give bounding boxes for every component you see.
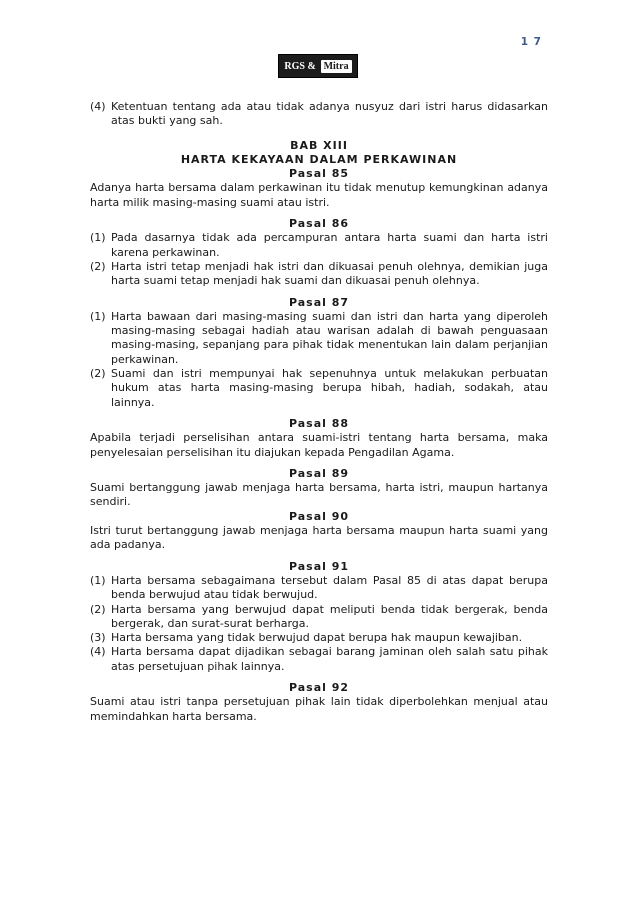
section	[90, 417, 548, 460]
item-number: (2)	[90, 259, 106, 273]
item-number: (3)	[90, 631, 106, 645]
section	[90, 681, 548, 724]
list-item	[90, 100, 548, 129]
page-number: 1 7	[520, 36, 542, 48]
document-body	[90, 100, 548, 724]
item-text: Harta bawaan dari masing-masing suami dan istri dan harta yang diperoleh masing-masing sebagai hadiah atau warisan adalah di bawah penguasaan masing-masing, sepanjang para pihak tidak menentukan lain dalam perjanjian perkawinan.	[111, 309, 548, 366]
item-text: Pada dasarnya tidak ada percampuran antara harta suami dan harta istri karena perkawinan.	[111, 231, 548, 259]
section	[90, 467, 548, 510]
item-text: Harta bersama sebagaimana tersebut dalam Pasal 85 di atas dapat berupa benda berwujud atau tidak berwujud.	[111, 573, 548, 602]
list-item	[90, 574, 548, 603]
item-number: (2)	[90, 367, 106, 381]
logo-text-right: Mitra	[321, 60, 352, 73]
chapter-number: BAB XIII	[290, 138, 348, 152]
section-paragraph: Apabila terjadi perselisihan antara suami-istri tentang harta bersama, maka penyelesaian perselisihan itu diajukan kepada Pengadilan Agama.	[90, 431, 548, 459]
item-number: (4)	[90, 100, 106, 113]
section-title: Pasal 85	[288, 167, 350, 181]
list-item	[90, 310, 548, 367]
item-text: Harta istri tetap menjadi hak istri dan dikuasai penuh olehnya, demikian juga harta suami tetap menjadi hak suami dan dikuasai penuh olehnya.	[111, 259, 548, 288]
list-item	[90, 260, 548, 289]
section	[90, 217, 548, 288]
section	[90, 510, 548, 553]
section-paragraph: Adanya harta bersama dalam perkawinan itu tidak menutup kemungkinan adanya harta milik masing-masing suami atau istri.	[90, 181, 548, 209]
section-paragraph: Suami bertanggung jawab menjaga harta bersama, harta istri, maupun hartanya sendiri.	[90, 481, 548, 509]
section-title: Pasal 87	[288, 295, 350, 309]
section	[90, 296, 548, 410]
section-paragraph: Suami atau istri tanpa persetujuan pihak lain tidak diperbolehkan menjual atau memindahkan harta bersama.	[90, 695, 548, 723]
item-text: Suami dan istri mempunyai hak sepenuhnya untuk melakukan perbuatan hukum atas harta masing-masing berupa hibah, hadiah, sodakah, atau lainnya.	[111, 367, 548, 409]
section-title: Pasal 89	[288, 466, 350, 480]
section-title: Pasal 88	[288, 416, 350, 430]
item-number: (2)	[90, 602, 106, 616]
item-number: (1)	[90, 309, 106, 323]
section-title: Pasal 86	[288, 217, 350, 231]
item-text: Harta bersama yang berwujud dapat meliputi benda tidak bergerak, benda bergerak, dan surat-surat berharga.	[111, 602, 548, 630]
section-title: Pasal 92	[288, 680, 350, 694]
item-number: (1)	[90, 573, 106, 587]
sections-container	[90, 167, 548, 724]
list-item	[90, 367, 548, 410]
logo-text-left: RGS &	[284, 60, 316, 72]
item-number: (1)	[90, 231, 106, 245]
item-text: Ketentuan tentang ada atau tidak adanya nusyuz dari istri harus didasarkan atas bukti yang sah.	[111, 100, 548, 128]
list-item	[90, 231, 548, 260]
publisher-logo	[278, 54, 358, 78]
item-text: Harta bersama dapat dijadikan sebagai barang jaminan oleh salah satu pihak atas persetujuan pihak lainnya.	[111, 645, 548, 673]
section-title: Pasal 90	[288, 509, 350, 523]
section-title: Pasal 91	[288, 559, 350, 573]
item-text: Harta bersama yang tidak berwujud dapat berupa hak maupun kewajiban.	[111, 631, 523, 645]
item-number: (4)	[90, 645, 106, 659]
section	[90, 560, 548, 674]
section	[90, 167, 548, 210]
list-item	[90, 631, 548, 645]
section-paragraph: Istri turut bertanggung jawab menjaga harta bersama maupun harta suami yang ada padanya.	[90, 524, 548, 552]
chapter-title: HARTA KEKAYAAN DALAM PERKAWINAN	[180, 152, 458, 166]
list-item	[90, 603, 548, 632]
list-item	[90, 645, 548, 674]
